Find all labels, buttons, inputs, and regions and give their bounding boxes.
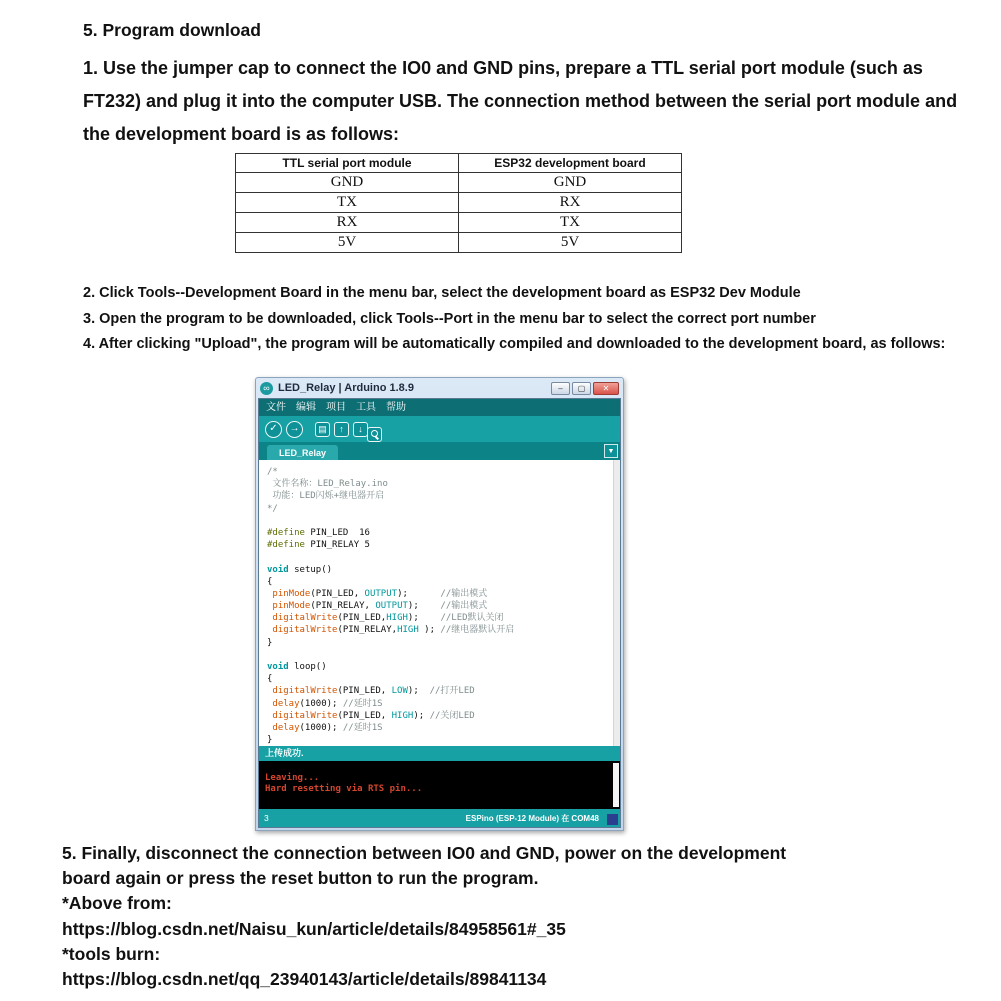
intro-paragraph: 1. Use the jumper cap to connect the IO0 and GND pins, prepare a TTL serial port module (such as FT232) and plug it into the computer USB. The connection method between the serial port module and the development board is as follows: (83, 58, 958, 144)
code-line: digitalWrite(PIN_LED, LOW); //打开LED (267, 686, 475, 697)
new-sketch-button[interactable]: ▤ (315, 422, 330, 437)
menu-item-file[interactable]: 文件 (266, 402, 286, 413)
editor-scrollbar[interactable] (613, 460, 620, 746)
table-row (236, 193, 682, 213)
table-row (236, 213, 682, 233)
code-line: delay(1000); //延时1S (267, 698, 383, 709)
open-button[interactable]: ↑ (334, 422, 349, 437)
code-line: { (267, 674, 273, 685)
code-line: digitalWrite(PIN_RELAY,HIGH ); //继电器默认开启 (267, 625, 515, 636)
console-output (259, 761, 620, 809)
table-cell: TX (236, 193, 459, 213)
code-line: */ (267, 503, 278, 514)
menu-item-help[interactable]: 帮助 (386, 402, 406, 413)
code-line: digitalWrite(PIN_LED,HIGH); //LED默认关闭 (267, 613, 504, 624)
tools-url: https://blog.csdn.net/qq_23940143/article/details/89841134 (62, 969, 547, 990)
menu-item-tools[interactable]: 工具 (356, 402, 376, 413)
table-cell: 5V (459, 233, 682, 253)
table-cell: 5V (236, 233, 459, 253)
console-scrollbar[interactable] (613, 763, 619, 807)
tools-note: *tools burn: (62, 943, 161, 964)
console-line: Hard resetting via RTS pin... (265, 783, 423, 794)
code-line: digitalWrite(PIN_LED, HIGH); //关闭LED (267, 710, 475, 721)
code-line (267, 515, 606, 527)
tab-led-relay[interactable]: LED_Relay (267, 445, 338, 460)
status-strip (259, 746, 620, 761)
code-line: 文件名称：LED_Relay.ino (267, 479, 388, 490)
menu-item-sketch[interactable]: 项目 (326, 402, 346, 413)
footer-text (62, 841, 786, 992)
window-title: LED_Relay | Arduino 1.8.9 (278, 382, 414, 394)
table-cell: GND (459, 173, 682, 193)
upload-status-text: 上传成功. (265, 748, 304, 758)
toolbar (259, 416, 620, 442)
code-line: pinMode(PIN_LED, OUTPUT); //输出模式 (267, 588, 488, 599)
code-line: delay(1000); //延时1S (267, 722, 383, 733)
instruction-step-2: 2. Click Tools--Development Board in the menu bar, select the development board as ESP32 Dev Module (83, 285, 801, 301)
table-row (236, 173, 682, 193)
pin-connection-table (235, 153, 682, 253)
page-title: 5. Program download (83, 20, 261, 40)
console-line: Leaving... (265, 773, 320, 783)
code-line: void setup() (267, 564, 333, 575)
status-bar (259, 809, 620, 827)
board-port-indicator: ESPino (ESP-12 Module) 在 COM48 (465, 813, 599, 823)
code-line: void loop() (267, 662, 327, 672)
tab-list-button[interactable]: ▼ (604, 444, 618, 458)
instruction-step-3: 3. Open the program to be downloaded, click Tools--Port in the menu bar to select the correct port number (83, 310, 816, 327)
table-cell: RX (459, 193, 682, 213)
code-line: 功能：LED闪烁+继电器开启 (267, 491, 385, 502)
instruction-steps (83, 281, 945, 358)
serial-monitor-button[interactable] (367, 427, 382, 442)
table-header-cell: ESP32 development board (459, 154, 682, 173)
arduino-logo-icon: ∞ (260, 382, 273, 395)
code-editor[interactable] (259, 460, 620, 746)
source-note: *Above from: (62, 893, 172, 914)
code-line (267, 649, 606, 661)
upload-button[interactable]: → (286, 421, 303, 438)
line-number-indicator: 3 (264, 813, 269, 823)
instruction-step-4: 4. After clicking "Upload", the program will be automatically compiled and downloaded to the development board, as follows: (83, 336, 946, 352)
close-button[interactable]: ✕ (593, 382, 619, 395)
code-line: /* (267, 467, 278, 477)
closing-paragraph-line: 5. Finally, disconnect the connection between IO0 and GND, power on the development (62, 843, 787, 863)
arduino-ide-window (255, 377, 624, 831)
code-line: { (267, 576, 273, 587)
resize-grip[interactable] (607, 814, 618, 825)
table-header-cell: TTL serial port module (236, 154, 459, 173)
table-cell: GND (236, 173, 459, 193)
code-line: } (267, 637, 273, 648)
tab-bar (259, 442, 620, 460)
maximize-button[interactable]: ▢ (572, 382, 591, 395)
save-button[interactable]: ↓ (353, 422, 368, 437)
table-cell: RX (236, 213, 459, 233)
ide-body (258, 398, 621, 828)
code-line: #define PIN_LED 16 (267, 527, 370, 538)
title-bar[interactable] (256, 378, 623, 398)
code-line: #define PIN_RELAY 5 (267, 540, 370, 551)
code-line (267, 551, 606, 563)
code-line: pinMode(PIN_RELAY, OUTPUT); //输出模式 (267, 601, 488, 612)
table-row (236, 233, 682, 253)
table-header-row (236, 154, 682, 173)
code-line: } (267, 735, 273, 746)
menu-item-edit[interactable]: 编辑 (296, 402, 316, 413)
source-url: https://blog.csdn.net/Naisu_kun/article/details/84958561#_35 (62, 918, 566, 939)
verify-button[interactable]: ✓ (265, 421, 282, 438)
closing-paragraph-line: board again or press the reset button to run the program. (62, 868, 539, 889)
menu-bar (259, 399, 620, 416)
minimize-button[interactable]: – (551, 382, 570, 395)
table-cell: TX (459, 213, 682, 233)
code-area (267, 466, 606, 746)
